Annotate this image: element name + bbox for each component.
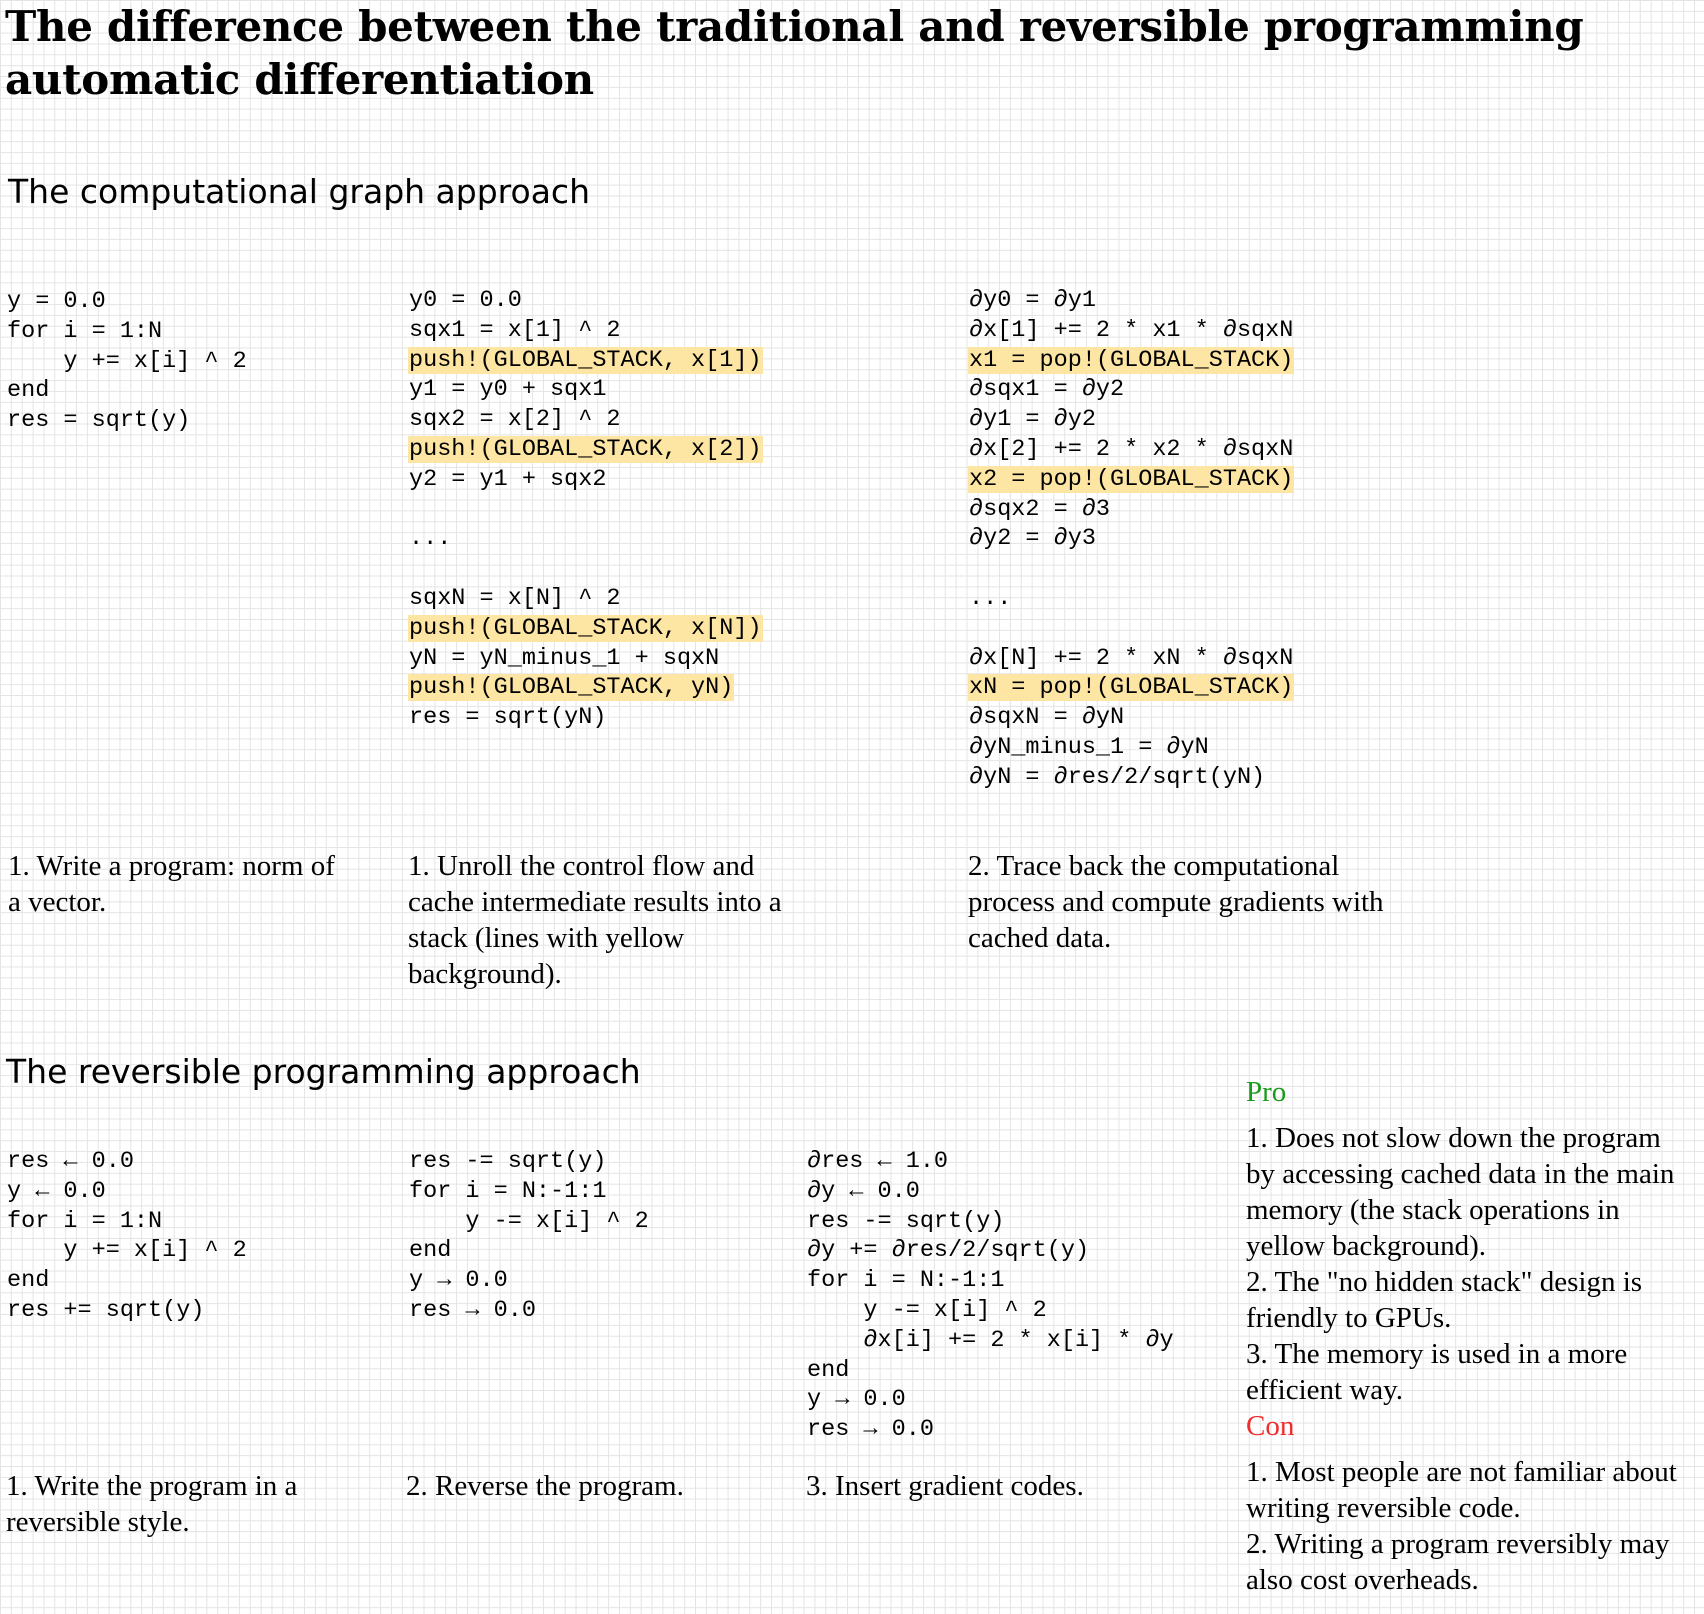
con-label: Con [1246,1410,1295,1442]
page-title: The difference between the traditional and reversible programming automatic differentiation [5,2,1584,104]
code-line [968,554,1294,584]
code-line [408,316,763,346]
code-text [408,496,410,523]
code-text: ... [969,584,1012,612]
graph-code-original [6,287,248,436]
code-text: push!(GLOBAL_STACK, x[2]) [409,435,762,463]
code-line [408,703,763,733]
pro-item: 1. Does not slow down the program by accessing cached data in the main memory (the stack operations in yellow background). [1246,1122,1675,1262]
code-text: ∂y += ∂res/2/sqrt(y) [807,1237,1090,1265]
code-line [408,1296,650,1326]
code-line-highlighted [408,614,763,644]
code-line [408,1147,650,1177]
code-text: res → 0.0 [807,1416,934,1444]
pro-item: 3. The memory is used in a more efficient way. [1246,1338,1628,1406]
code-text: res ← 0.0 [7,1148,134,1175]
code-line [6,287,248,317]
reversible-section-heading: The reversible programming approach [6,1052,641,1091]
code-line [6,317,248,347]
code-text: ∂yN_minus_1 = ∂yN [969,733,1209,761]
code-line [806,1326,1175,1356]
reversible-caption-write: 1. Write the program in a reversible style. [6,1470,298,1538]
code-text: end [7,377,50,405]
pro-item: 2. The "no hidden stack" design is friendly to GPUs. [1246,1266,1643,1334]
code-text: ∂x[N] += 2 * xN * ∂sqxN [969,644,1294,672]
code-line [6,1207,248,1237]
reversible-code-write [6,1147,248,1326]
code-line [6,1236,248,1266]
code-line [806,1415,1175,1445]
code-text: y -= x[i] ^ 2 [409,1207,649,1235]
code-line-highlighted [968,673,1294,703]
code-line [968,763,1294,793]
code-text: ∂x[i] += 2 * x[i] * ∂y [807,1326,1174,1354]
con-item: 1. Most people are not familiar about writing reversible code. [1246,1456,1677,1524]
code-line [408,405,763,435]
code-text: y += x[i] ^ 2 [7,347,247,375]
code-text: y0 = 0.0 [409,287,522,314]
code-line-highlighted [968,346,1294,376]
code-line [408,1177,650,1207]
code-text: push!(GLOBAL_STACK, yN) [409,674,734,702]
code-line [6,347,248,377]
code-line [806,1296,1175,1326]
code-text: ∂x[2] += 2 * x2 * ∂sqxN [969,435,1294,463]
code-text: res = sqrt(yN) [409,704,607,732]
code-line [968,524,1294,554]
code-line [968,316,1294,346]
reversible-caption-insert: 3. Insert gradient codes. [806,1470,1084,1502]
graph-section-heading: The computational graph approach [8,172,590,211]
code-text: xN = pop!(GLOBAL_STACK) [969,674,1294,702]
code-text: ∂y0 = ∂y1 [969,287,1096,314]
pro-label: Pro [1246,1076,1287,1108]
code-text: push!(GLOBAL_STACK, x[1]) [409,346,762,374]
code-line [408,1266,650,1296]
code-text [408,555,410,582]
code-text: for i = 1:N [7,1207,163,1235]
code-text: ∂x[1] += 2 * x1 * ∂sqxN [969,316,1294,344]
code-text: res = sqrt(y) [7,407,191,435]
code-text [968,555,970,582]
code-line [806,1177,1175,1207]
code-line [806,1236,1175,1266]
code-line [968,495,1294,525]
code-line [408,584,763,614]
graph-caption-traceback: 2. Trace back the computational process and compute gradients with cached data. [968,850,1384,954]
code-line [408,286,763,316]
code-line [968,614,1294,644]
code-line [806,1147,1175,1177]
code-text: sqxN = x[N] ^ 2 [409,584,621,612]
code-line [6,376,248,406]
code-line [806,1266,1175,1296]
code-text: x2 = pop!(GLOBAL_STACK) [969,465,1294,493]
code-text: res -= sqrt(y) [409,1148,607,1175]
code-text: ∂y ← 0.0 [807,1177,920,1205]
code-line [806,1385,1175,1415]
code-text: x1 = pop!(GLOBAL_STACK) [969,346,1294,374]
code-line [968,703,1294,733]
code-text: ∂yN = ∂res/2/sqrt(yN) [969,763,1266,791]
code-text: res -= sqrt(y) [807,1207,1005,1235]
code-line [968,405,1294,435]
code-text: for i = N:-1:1 [807,1267,1005,1295]
code-text: ∂sqx2 = ∂3 [969,495,1111,523]
code-line [6,1296,248,1326]
code-text: res → 0.0 [409,1296,536,1324]
graph-code-forward [408,286,763,733]
code-line [408,524,763,554]
code-line [968,286,1294,316]
code-line [968,375,1294,405]
code-line [968,733,1294,763]
code-text: ∂sqx1 = ∂y2 [969,376,1125,404]
code-line [6,1147,248,1177]
code-text: end [409,1237,452,1265]
code-text: yN = yN_minus_1 + sqxN [409,644,720,672]
reversible-code-reverse [408,1147,650,1326]
code-line [6,1266,248,1296]
code-line [408,375,763,405]
code-line [806,1207,1175,1237]
pro-con-panel [1246,1074,1696,1598]
code-text: res += sqrt(y) [7,1296,205,1324]
code-text: for i = N:-1:1 [409,1177,607,1205]
code-line [806,1356,1175,1386]
con-list [1246,1454,1696,1598]
code-text [968,615,970,642]
code-text: end [807,1356,850,1384]
con-item: 2. Writing a program reversibly may also cost overheads. [1246,1528,1670,1596]
code-text: y -= x[i] ^ 2 [807,1296,1047,1324]
code-line-highlighted [408,346,763,376]
code-text: y1 = y0 + sqx1 [409,376,607,404]
reversible-caption-reverse: 2. Reverse the program. [406,1470,684,1502]
code-line [408,1236,650,1266]
code-line [408,554,763,584]
code-line [408,465,763,495]
code-line [6,1177,248,1207]
code-text: y += x[i] ^ 2 [7,1237,247,1265]
code-text: end [7,1267,50,1295]
code-line-highlighted [408,435,763,465]
code-line [968,644,1294,674]
code-text: ... [409,525,452,553]
code-line [968,584,1294,614]
code-line-highlighted [408,673,763,703]
code-line [408,644,763,674]
code-text: ∂y2 = ∂y3 [969,525,1096,553]
code-text: y2 = y1 + sqx2 [409,465,607,493]
code-text: for i = 1:N [7,317,163,345]
graph-caption-write: 1. Write a program: norm of a vector. [8,850,335,918]
graph-caption-unroll: 1. Unroll the control flow and cache intermediate results into a stack (lines with yellow background). [408,850,782,990]
code-text: push!(GLOBAL_STACK, x[N]) [409,614,762,642]
code-line [408,1207,650,1237]
code-text: y → 0.0 [807,1386,906,1414]
code-line-highlighted [968,465,1294,495]
code-text: sqx1 = x[1] ^ 2 [409,316,621,344]
code-text: y ← 0.0 [7,1177,106,1205]
code-text: ∂res ← 1.0 [807,1148,949,1175]
code-line [968,435,1294,465]
pro-list [1246,1120,1696,1408]
code-line [6,406,248,436]
reversible-code-gradient [806,1147,1175,1445]
code-text: y = 0.0 [7,288,106,315]
code-text: y → 0.0 [409,1267,508,1295]
code-text: ∂sqxN = ∂yN [969,704,1125,732]
code-text: ∂y1 = ∂y2 [969,406,1096,434]
code-text: sqx2 = x[2] ^ 2 [409,406,621,434]
code-line [408,495,763,525]
graph-code-backward [968,286,1294,793]
